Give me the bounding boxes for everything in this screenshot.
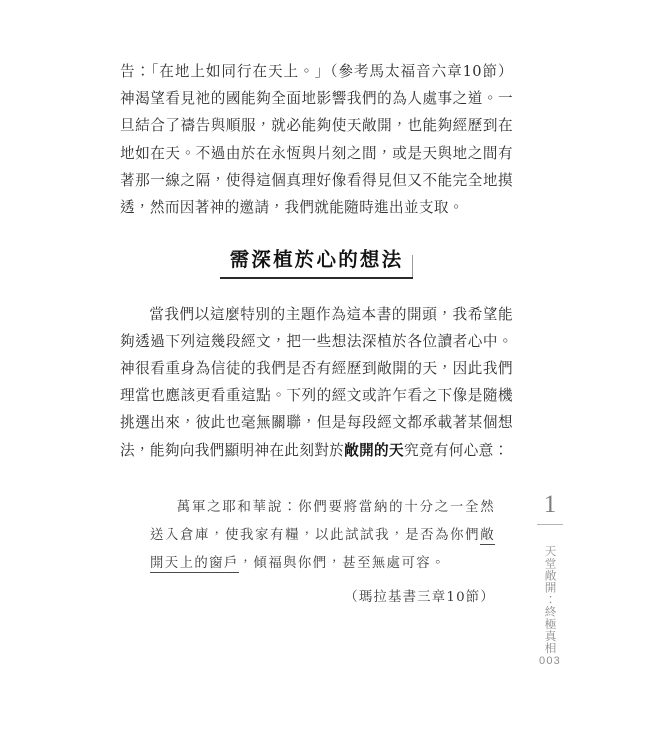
quote-part-one: 萬軍之耶和華說：你們要將當納的十分之一全然送入倉庫，使我家有糧，以此試試我，是否為你們 (150, 499, 495, 543)
sidebar-divider (537, 524, 563, 525)
paragraph-two-part-two: 究竟有何心意： (403, 441, 509, 459)
running-head-sidebar (527, 492, 573, 668)
scripture-citation: （瑪拉基書三章10節） (344, 589, 495, 605)
paragraph-two-emphasis: 敞開的天 (344, 441, 404, 459)
quote-underlined-phrase: 敞開天上的窗戶 (150, 527, 495, 571)
section-heading-wrapper (120, 249, 513, 278)
scripture-quote-block (120, 494, 513, 612)
quote-part-two: ，傾福與你們，甚至無處可容。 (238, 555, 446, 571)
section-heading: 需深植於心的想法 (220, 249, 414, 278)
paragraph-two (120, 301, 513, 464)
paragraph-two-part-one: 當我們以這麼特別的主題作為這本書的開頭，我希望能夠透過下列這幾段經文，把一些想法深植於各位讀者心中。神很看重身為信徒的我們是否有經歷到敞開的天，因此我們理當也應該更看重這點。下列的經文或許乍看之下像是隨機挑選出來，彼此也毫無關聯，但是每段經文都承載著某個想法，能夠向我們顯明神在此刻對於 (120, 305, 513, 459)
page-number: 003 (539, 655, 561, 667)
scripture-quote-text (150, 494, 495, 578)
paragraph-one: 告：「在地上如同行在天上。」（參考馬太福音六章10節）神渴望看見祂的國能夠全面地影響我們的為人處事之道。一旦結合了禱告與順服，就必能夠使天敞開，也能夠經歷到在地如在天。不過由於在永恆與片刻之間，或是天與地之間有著那一線之隔，使得這個真理好像看得見但又不能完全地摸透，然而因著神的邀請，我們就能隨時進出並支取。 (120, 63, 513, 217)
chapter-number: 1 (543, 491, 557, 518)
page-content (120, 58, 513, 612)
chapter-title-vertical: 天堂敞開：終極真相 (543, 544, 558, 654)
